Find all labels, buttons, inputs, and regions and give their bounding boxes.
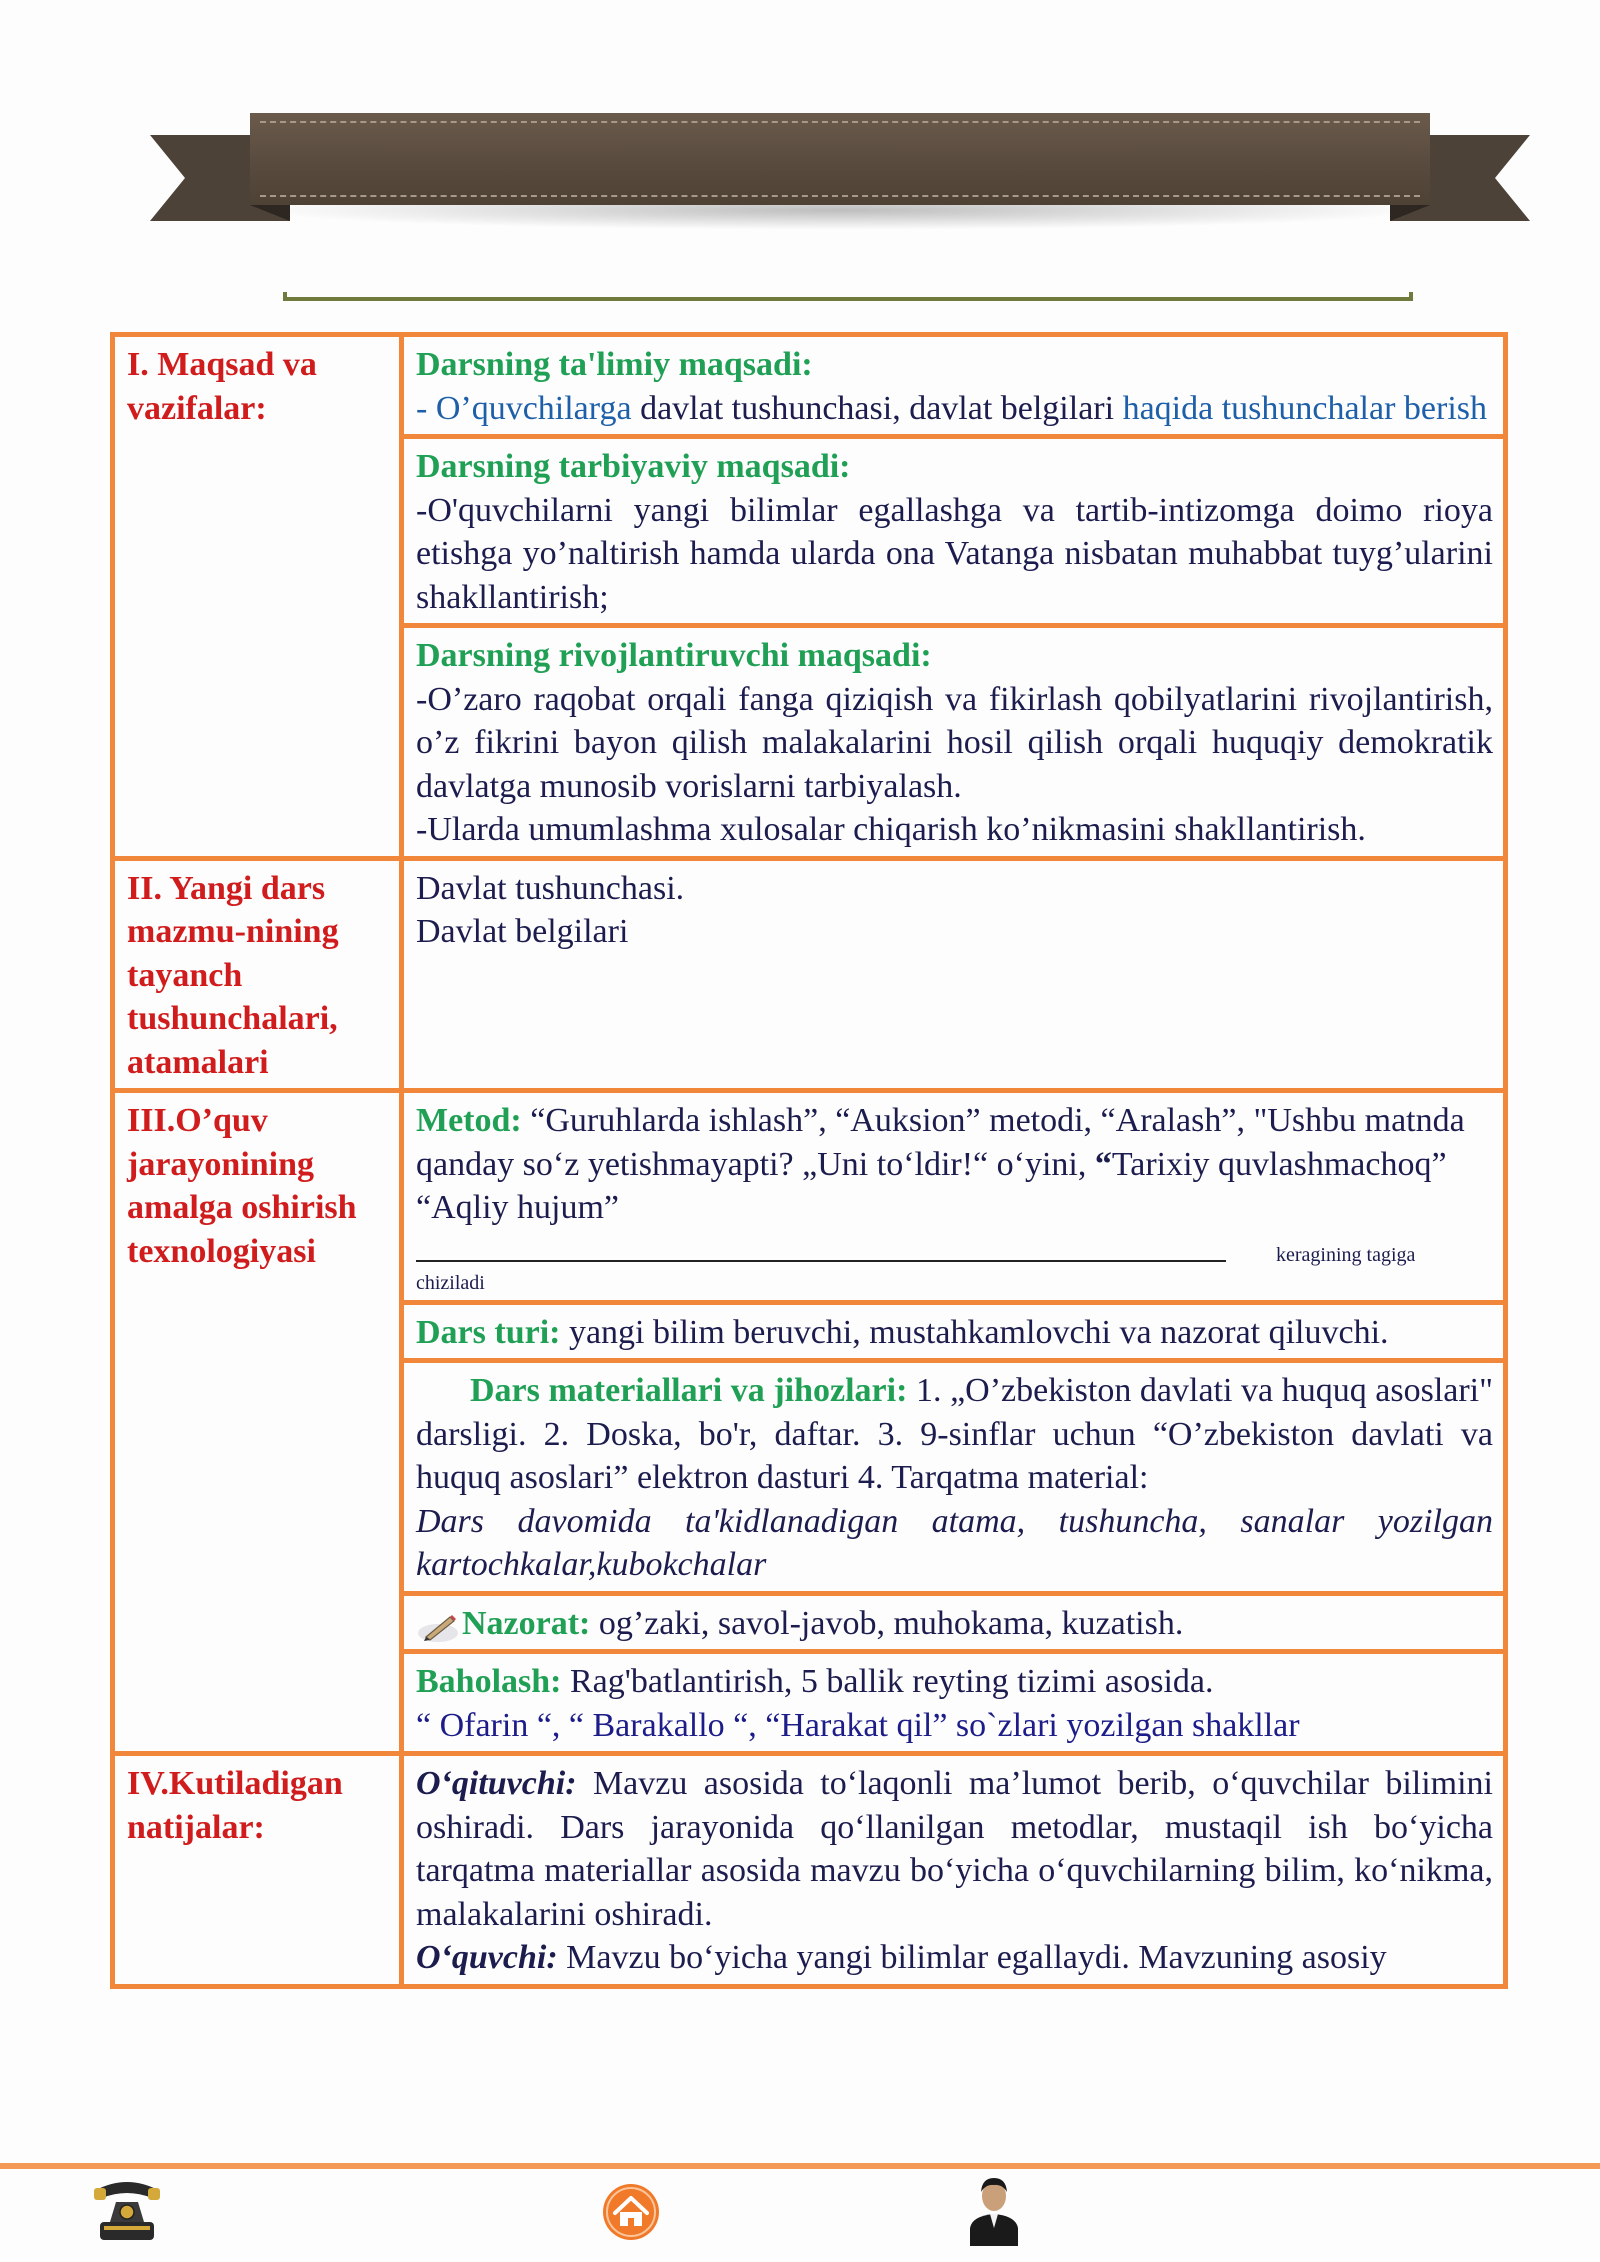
upbringing-goal-cell <box>402 437 1506 626</box>
method-text: Metod: “Guruhlarda ishlash”, “Auksion” metodi, “Aralash”, "Ushbu matnda qanday so‘z yetishmayapti? „Uni to‘ldir!“ o‘yini, “Tarixiy quvlashmachoq” “Aqliy hujum” <box>416 1102 1465 1226</box>
row-goals <box>113 335 1506 437</box>
underline-bar <box>416 1260 1226 1262</box>
person-icon[interactable] <box>966 2172 1022 2246</box>
outcomes-label: IV.Kutiladigan natijalar: <box>113 1754 402 1987</box>
educational-goal-text: - O’quvchilarga davlat tushunchasi, davlat belgilari haqida tushunchalar berish <box>416 389 1487 427</box>
telephone-icon[interactable] <box>90 2178 164 2244</box>
concept-line-1: Davlat tushunchasi. <box>416 869 685 907</box>
ribbon-band <box>250 113 1430 205</box>
assessment-text: Baholash: Rag'batlantirish, 5 ballik reyting tizimi asosida. <box>416 1663 1214 1700</box>
note-right: keragining tagiga <box>1276 1243 1416 1266</box>
developmental-goal-text-2: -Ularda umumlashma xulosalar chiqarish ko’nikmasini shakllantirish. <box>416 811 1366 848</box>
method-cell <box>402 1091 1506 1303</box>
developmental-goal-text: -O’zaro raqobat orqali fanga qiziqish va fikirlash qobilyatlarini rivojlantirish, o’z fikrini bayon qilish malakalarini hosil qilish orqali huquqiy demokratik davlatga munosib vorislarni tarbiyalash. <box>416 680 1493 805</box>
home-icon[interactable] <box>601 2182 661 2242</box>
concepts-cell <box>402 858 1506 1091</box>
developmental-goal-cell <box>402 626 1506 859</box>
teacher-outcome: O‘qituvchi: Mavzu asosida to‘laqonli ma’lumot berib, o‘quvchilar bilimini oshiradi. Dars jarayonida qo‘llanilgan metodlar, mustaqil ish bo‘yicha tarqatma materiallar asosida mavzu bo‘yicha o‘quvchilarning bilim, ko‘nikma, malakalarini oshiradi. <box>416 1765 1493 1933</box>
row-method <box>113 1091 1506 1303</box>
assessment-line-2: “ Ofarin “, “ Barakallo “, “Harakat qil” so`zlari yozilgan shakllar <box>416 1706 1300 1744</box>
control-heading: Nazorat: <box>462 1604 591 1642</box>
concepts-label: II. Yangi dars mazmu-nining tayanch tushunchalari, atamalari <box>113 858 402 1091</box>
upbringing-goal-text: -O'quvchilarni yangi bilimlar egallashga va tartib-intizomga doimo rioya etishga yo’naltirish hamda ularda ona Vatanga nisbatan muhabbat tuyg’ularini shakllantirish; <box>416 491 1493 616</box>
lesson-type-cell <box>402 1302 1506 1361</box>
materials-text: Dars materiallari va jihozlari: 1. „O’zbekiston davlati va huquq asoslari" darsligi. 2. Doska, bo'r, daftar. 3. 9-sinflar uchun “O’zbekiston davlati va huquq asoslari” elektron dasturi 4. Tarqatma material: <box>416 1372 1494 1496</box>
educational-goal-cell <box>402 335 1506 437</box>
lesson-plan-table <box>110 332 1508 1989</box>
pencil-icon <box>416 1607 462 1645</box>
control-text: og’zaki, savol-javob, muhokama, kuzatish. <box>590 1604 1184 1642</box>
row-outcomes <box>113 1754 1506 1987</box>
goals-label: I. Maqsad va vazifalar: <box>113 335 402 859</box>
header-rule <box>283 297 1413 301</box>
outcomes-cell <box>402 1754 1506 1987</box>
materials-cell <box>402 1361 1506 1594</box>
lesson-type-text: Dars turi: yangi bilim beruvchi, mustahkamlovchi va nazorat qiluvchi. <box>416 1313 1389 1351</box>
control-cell <box>402 1593 1506 1652</box>
developmental-goal-heading: Darsning rivojlantiruvchi maqsadi: <box>416 637 932 674</box>
header-ribbon <box>150 105 1530 235</box>
footer-divider <box>0 2163 1600 2169</box>
educational-goal-heading: Darsning ta'limiy maqsadi: <box>416 346 813 383</box>
row-concepts <box>113 858 1506 1091</box>
materials-italic-text: Dars davomida ta'kidlanadigan atama, tushuncha, sanalar yozilgan kartochkalar,kubokchalar <box>416 1502 1493 1583</box>
student-outcome: O‘quvchi: Mavzu bo‘yicha yangi bilimlar egallaydi. Mavzuning asosiy <box>416 1939 1387 1976</box>
upbringing-goal-heading: Darsning tarbiyaviy maqsadi: <box>416 448 851 485</box>
technology-label: III.O’quv jarayonining amalga oshirish texnologiyasi <box>113 1091 402 1754</box>
concept-line-2: Davlat belgilari <box>416 913 629 950</box>
underline-note <box>416 1230 1493 1296</box>
note-left: chiziladi <box>416 1271 485 1294</box>
assessment-cell <box>402 1652 1506 1754</box>
